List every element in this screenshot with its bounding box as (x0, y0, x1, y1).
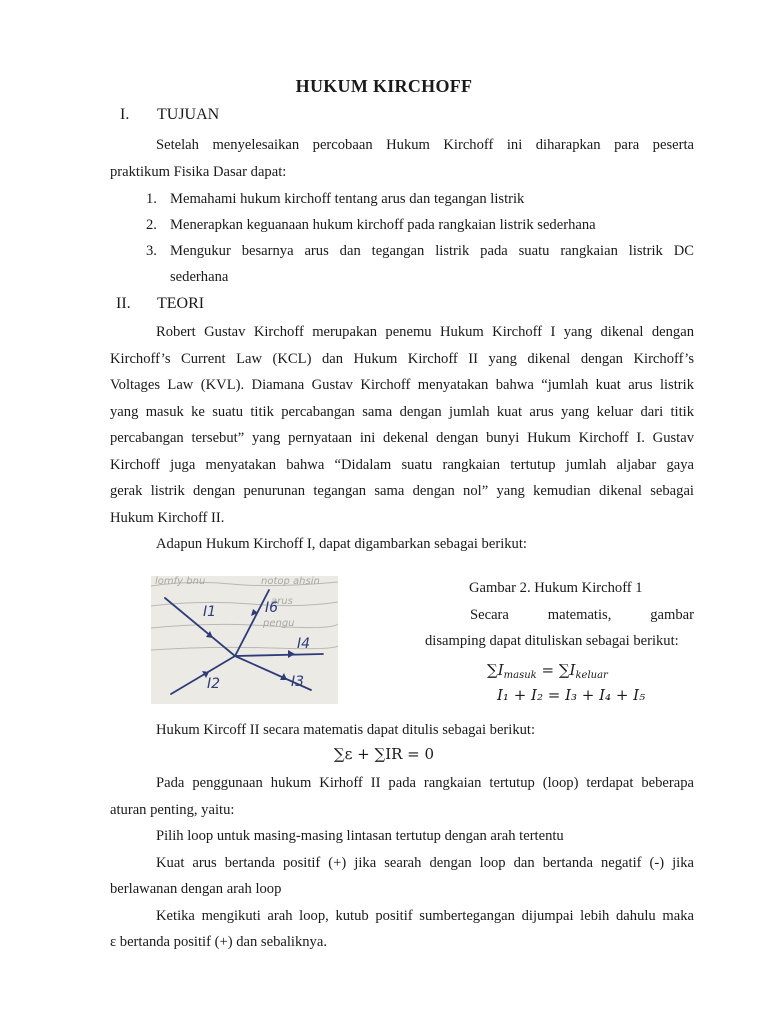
junction-diagram-image (151, 576, 338, 704)
text-line: aturan penting, yaitu: (110, 801, 235, 818)
svg-text:arus: arus (271, 596, 293, 607)
text-line: Adapun Hukum Kirchoff I, dapat digambarkan sebagai berikut: (156, 536, 527, 552)
list-text: Menerapkan keguanaan hukum kirchoff pada rangkaian listrik sederhana (170, 217, 596, 233)
rule-line: berlawanan dengan arah loop (110, 881, 282, 897)
text-word: gambar (650, 607, 694, 623)
svg-text:notop ahsin: notop ahsin (261, 576, 320, 587)
text-line: Kirchoff’s Current Law (KCL) dan Hukum Kirchoff II yang dikenal dengan Kirchoff’s (110, 350, 694, 367)
section-2-number: II. (116, 295, 131, 312)
equation-subscript: keluar (575, 670, 608, 681)
figure-description-line: disamping dapat dituliskan sebagai berikut: (425, 633, 679, 649)
page-title: HUKUM KIRCHOFF (295, 76, 473, 96)
text-line: Robert Gustav Kirchoff merupakan penemu Hukum Kirchoff I yang dikenal dengan (156, 324, 694, 340)
text-line: percabangan tersebut” yang pernyataan ini dekenal dengan bunyi Hukum Kirchoff I. Gustav (110, 430, 694, 446)
text-line: yang masuk ke suatu titik percabangan sama dengan jumlah kuat arus yang keluar dari titik (110, 403, 694, 420)
figure-label: I1 (203, 604, 217, 620)
section-2-heading: TEORI (157, 295, 205, 312)
figure-label: I3 (291, 674, 305, 690)
list-text: Memahami hukum kirchoff tentang arus dan tegangan listrik (170, 191, 525, 207)
section-1-heading: TUJUAN (157, 106, 220, 123)
list-number: 3. (146, 243, 157, 259)
figure-caption: Gambar 2. Hukum Kirchoff 1 (469, 580, 643, 596)
equation-kcl-sum (487, 661, 608, 681)
svg-text:lomfy bnu: lomfy bnu (155, 576, 206, 587)
text-line: Hukum Kircoff II secara matematis dapat ditulis sebagai berikut: (156, 722, 536, 738)
text-word: Secara (470, 607, 509, 623)
list-item (146, 212, 694, 238)
equation-kcl-currents: I₁ + I₂ = I₃ + I₄ + I₅ (497, 686, 646, 704)
list-item (146, 186, 694, 212)
svg-text:pengu: pengu (263, 618, 295, 629)
text-line: praktikum Fisika Dasar dapat: (110, 163, 287, 180)
list-number: 2. (146, 217, 157, 233)
kirchoff-figure (151, 576, 338, 704)
text-line: Setelah menyelesaikan percobaan Hukum Kirchoff ini diharapkan para peserta (156, 137, 694, 153)
rule-line: Ketika mengikuti arah loop, kutub positif sumbertegangan dijumpai lebih dahulu maka (156, 907, 694, 924)
rule-line: ε bertanda positif (+) dan sebaliknya. (110, 934, 327, 950)
text-line: gerak listrik dengan penurunan tegangan sama dengan nol” yang kemudian dikenal sebagai (110, 483, 694, 499)
equation-part: = ∑I (536, 661, 576, 679)
kvl-intro (110, 717, 694, 744)
section-1-number: I. (120, 106, 130, 123)
rule-line: Pilih loop untuk masing-masing lintasan tertutup dengan arah tertentu (156, 828, 564, 844)
figure-label: I4 (297, 636, 311, 652)
figure-label: I2 (207, 676, 221, 692)
figure-description-line (470, 607, 694, 624)
theory-paragraph (110, 319, 694, 558)
rules-paragraph (110, 770, 694, 956)
list-text: Mengukur besarnya arus dan tegangan listrik pada suatu rangkaian listrik DC (170, 243, 694, 259)
text-line: Voltages Law (KVL). Diamana Gustav Kirchoff menyatakan bahwa “jumlah kuat arus listrik (110, 377, 694, 393)
text-word: matematis, (547, 607, 612, 623)
text-line: Pada penggunaan hukum Kirhoff II pada rangkaian tertutup (loop) terdapat beberapa (156, 775, 694, 791)
rule-line: Kuat arus bertanda positif (+) jika searah dengan loop dan bertanda negatif (-) jika (156, 854, 694, 871)
list-text: sederhana (170, 269, 229, 285)
list-number: 1. (146, 191, 157, 207)
figure-label: I6 (265, 600, 279, 616)
equation-kvl: ∑ε + ∑IR = 0 (333, 745, 435, 763)
section-1-intro (110, 132, 694, 185)
text-line: Hukum Kirchoff II. (110, 509, 225, 526)
list-item (146, 238, 694, 290)
text-line: Kirchoff juga menyatakan bahwa “Didalam suatu rangkaian tertutup jumlah aljabar gaya (110, 456, 694, 473)
equation-part: ∑I (487, 661, 504, 679)
equation-subscript: masuk (503, 670, 537, 681)
